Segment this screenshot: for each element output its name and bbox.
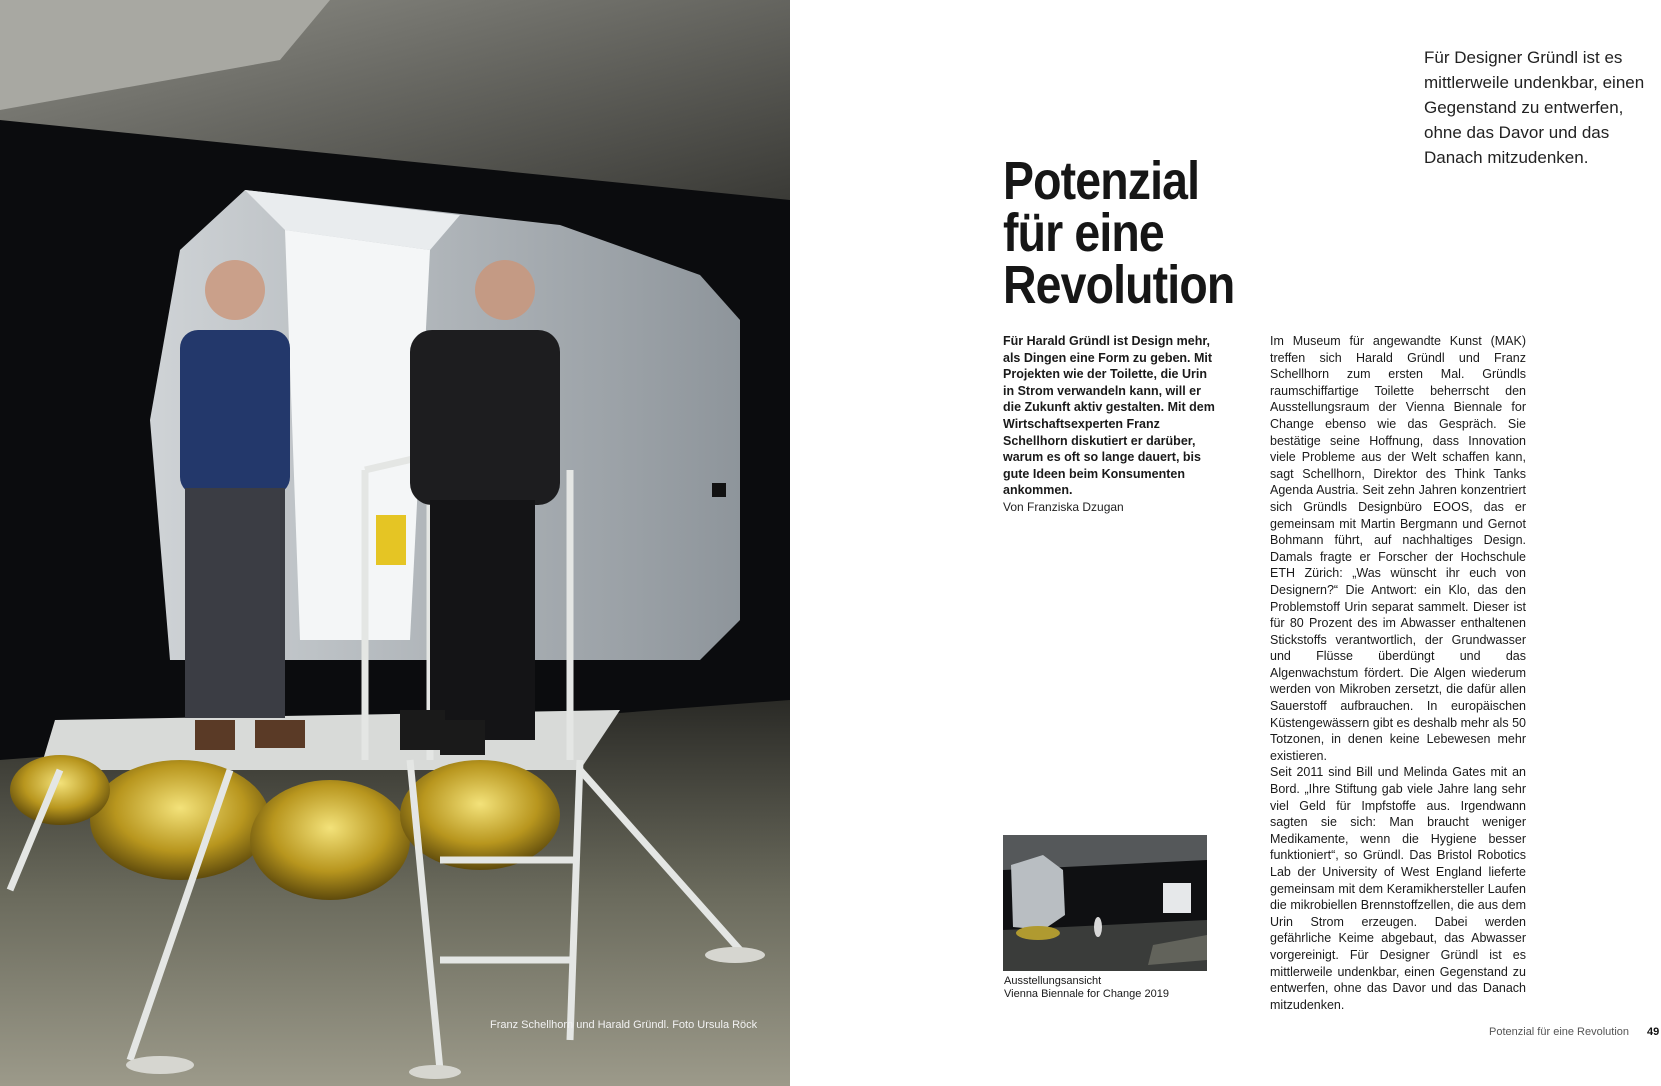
running-title: Potenzial für eine Revolution: [1489, 1026, 1630, 1038]
thumbnail-caption: [1004, 975, 1169, 1001]
photo-illustration: [0, 0, 790, 1086]
exhibition-thumbnail: [1003, 835, 1207, 971]
headline-line: für eine: [1003, 203, 1164, 263]
photo-caption: Franz Schellhorn und Harald Gründl. Foto Ursula Röck: [490, 1019, 758, 1031]
body-text: [1270, 333, 1526, 1013]
lead-paragraph: Für Harald Gründl ist Design mehr, als Dingen eine Form zu geben. Mit Projekten wie der Toilette, die Urin in Strom verwandeln kann, will er die Zukunft aktiv gestalten. Mit dem Wirtschaftsexperten Franz Schellhorn diskutiert er darüber, warum es oft so lange dauert, bis gute Ideen beim Konsumenten ankommen.: [1003, 334, 1215, 498]
headline-line: Revolution: [1003, 255, 1235, 315]
thumbnail-illustration: [1003, 835, 1207, 971]
cover-photo: [0, 0, 790, 1086]
headline-line: Potenzial: [1003, 151, 1200, 211]
headline: [1003, 151, 1235, 315]
thumbnail-caption-line: Vienna Biennale for Change 2019: [1004, 988, 1169, 1000]
page-number: 49: [1647, 1026, 1660, 1038]
byline: Von Franziska Dzugan: [1003, 500, 1124, 514]
body-paragraph: Seit 2011 sind Bill und Melinda Gates mit an Bord. „Ihre Stiftung gab viele Jahre lang sehr viel Geld für Impfstoffe aus. Irgendwann sagten sie sich: Man braucht weniger Medikamente, wenn die Hygiene besser funktioniert“, so Gründl. Das Bristol Robotics Lab der University of West England lieferte gemeinsam mit dem Keramikhersteller Laufen die mikrobiellen Brennstoffzellen, die aus dem Urin Strom erzeugen. Dabei werden gefährliche Keime abgebaut, das Abwasser vorgereinigt. Für Designer Gründl ist es mittlerweile undenkbar, einen Gegenstand zu entwerfen, ohne das Davor und das Danach mitzudenken.: [1270, 765, 1526, 1012]
pull-quote: Für Designer Gründl ist es mittlerweile undenkbar, einen Gegenstand zu entwerfen, ohne das Davor und das Danach mitzudenken.: [1424, 48, 1645, 167]
body-paragraph: Im Museum für angewandte Kunst (MAK) treffen sich Harald Gründl und Franz Schellhorn zum ersten Mal. Gründls raumschiffartige Toilette beherrscht den Ausstellungsraum der Vienna Biennale for Change ebenso wie das Gespräch. Sie bestätige seine Hoffnung, dass Innovation viele Probleme aus der Welt schaffen kann, sagt Schellhorn, Direktor des Think Tanks Agenda Austria. Seit zehn Jahren konzentriert sich Gründls Designbüro EOOS, das er gemeinsam mit Martin Bergmann und Gernot Bohmann führt, auf nachhaltiges Design. Damals fragte er Forscher der Hochschule ETH Zürich: „Was wünscht ihr euch von Designern?“ Die Antwort: ein Klo, das den Problemstoff Urin separat sammelt. Dieser ist für 80 Prozent des im Abwasser enthaltenen Stickstoffs verantwortlich, der Grundwasser und Flüsse überdüngt und das Algenwachstum fördert. Die Algen wiederum werden von Mikroben zersetzt, die dafür allen Sauerstoff aufbrauchen. In europäischen Küstengewässern gibt es deshalb mehr als 50 Totzonen, in denen keine Lebewesen mehr existieren.: [1270, 334, 1526, 763]
thumbnail-caption-line: Ausstellungsansicht: [1004, 975, 1102, 987]
